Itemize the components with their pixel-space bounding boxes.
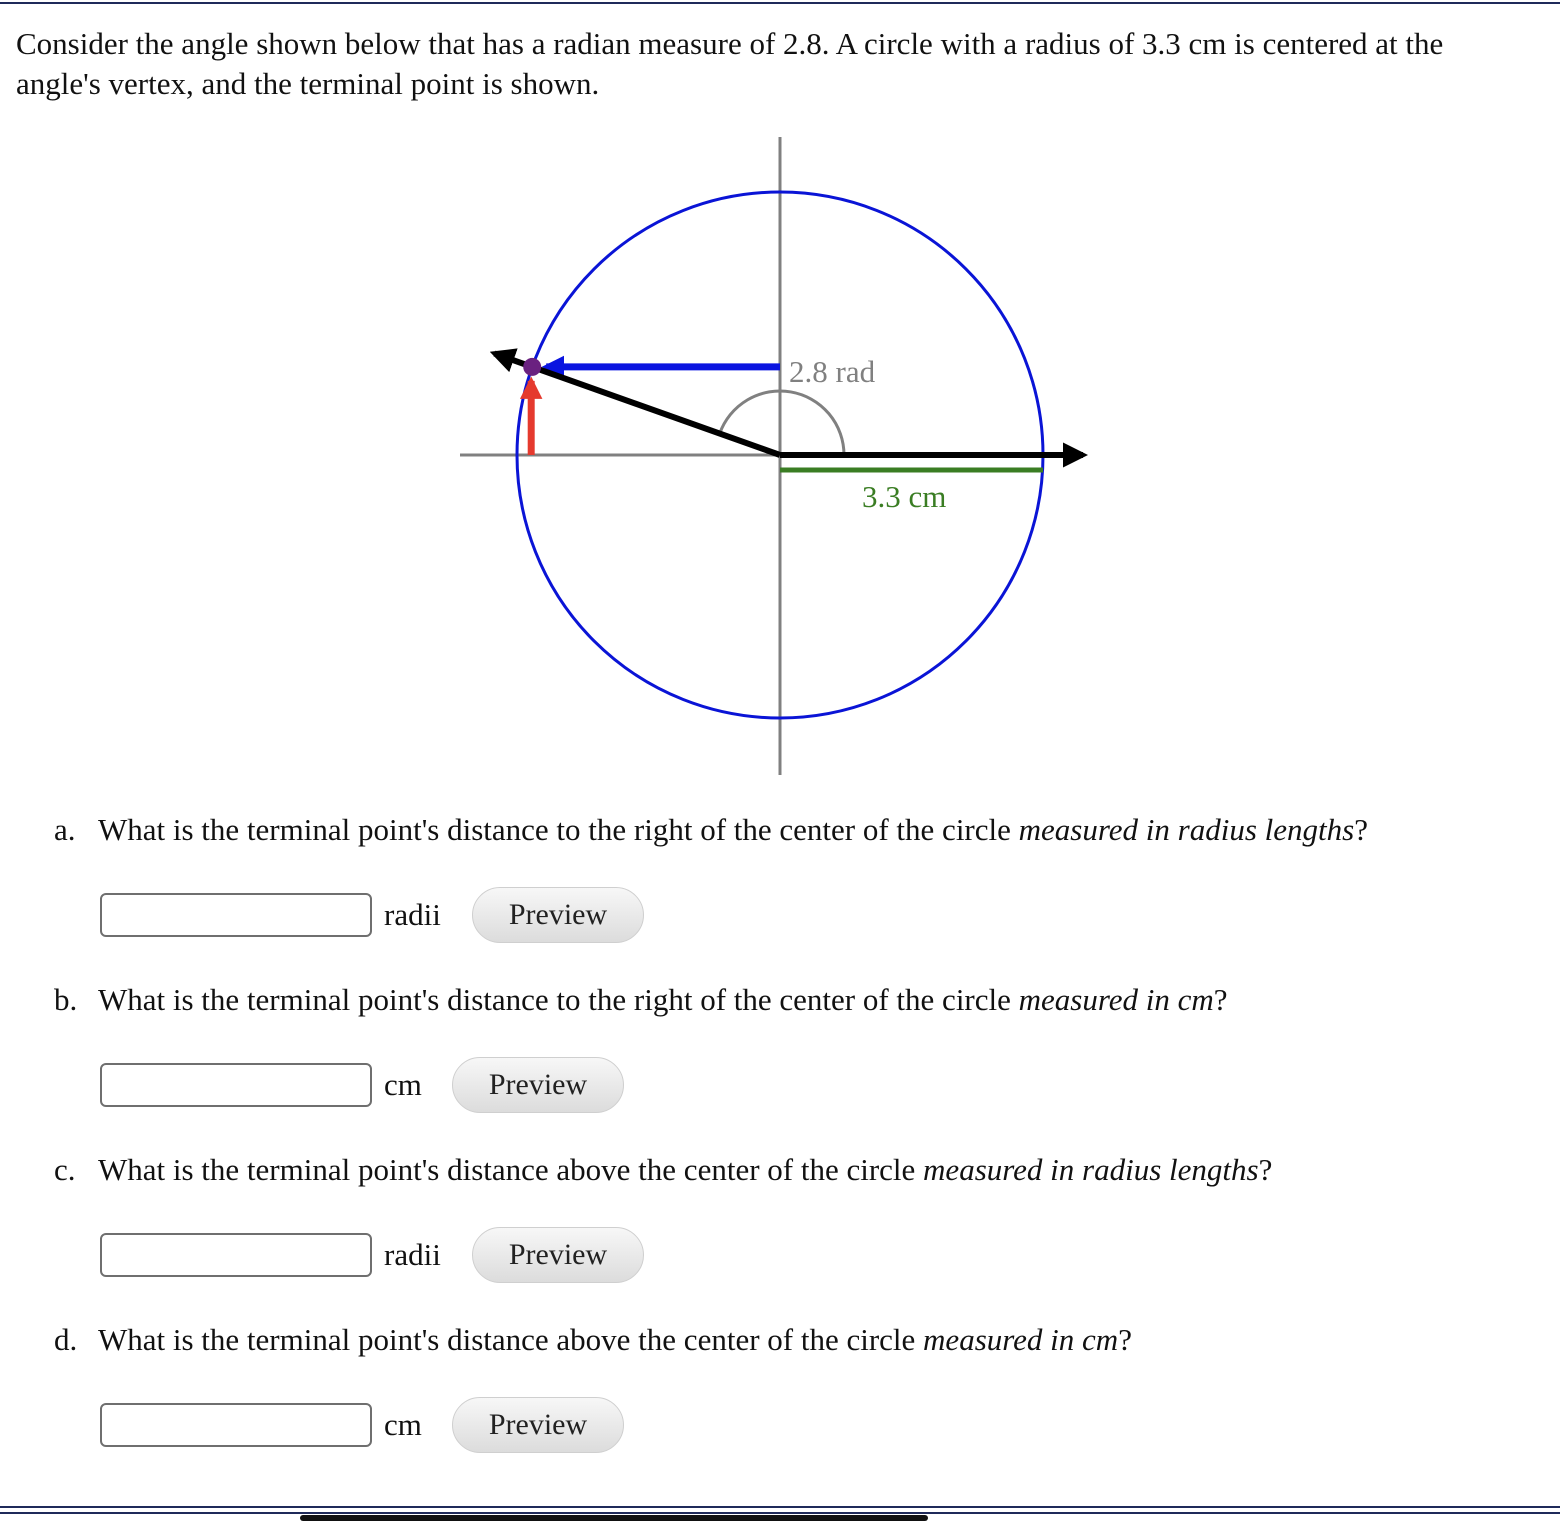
question-emphasis: measured in cm	[923, 1322, 1119, 1357]
question-text: What is the terminal point's distance above the center of the circle	[98, 1322, 924, 1357]
question-emphasis: measured in cm	[1018, 982, 1214, 1017]
question-letter: c.	[54, 1152, 76, 1187]
question-d	[54, 1320, 1132, 1360]
question-emphasis: measured in radius lengths	[923, 1152, 1259, 1187]
answer-row-c	[100, 1225, 644, 1285]
bottom-rule	[0, 1506, 1560, 1508]
angle-label: 2.8 rad	[789, 354, 876, 389]
answer-input-c[interactable]	[100, 1233, 372, 1277]
question-end: ?	[1118, 1322, 1132, 1357]
angle-arc	[720, 391, 844, 455]
question-end: ?	[1213, 982, 1228, 1017]
question-emphasis: measured in radius lengths	[1018, 812, 1355, 847]
answer-row-b	[100, 1055, 624, 1115]
radius-label: 3.3 cm	[862, 479, 947, 514]
answer-input-a[interactable]	[100, 893, 372, 937]
unit-label-a: radii	[384, 897, 441, 932]
answer-input-b[interactable]	[100, 1063, 372, 1107]
answer-row-a	[100, 885, 644, 945]
question-text: What is the terminal point's distance to the right of the center of the circle	[98, 812, 1019, 847]
question-end: ?	[1258, 1152, 1273, 1187]
preview-button-b[interactable]: Preview	[452, 1057, 624, 1113]
intro-line-2: angle's vertex, and the terminal point is shown.	[16, 66, 600, 101]
question-end: ?	[1354, 812, 1368, 847]
preview-button-c[interactable]: Preview	[472, 1227, 644, 1283]
question-a	[54, 810, 1368, 850]
answer-row-d	[100, 1395, 624, 1455]
terminal-point	[523, 358, 541, 376]
question-text: What is the terminal point's distance above the center of the circle	[98, 1152, 924, 1187]
scroll-bar	[300, 1515, 928, 1521]
answer-input-d[interactable]	[100, 1403, 372, 1447]
preview-button-d[interactable]: Preview	[452, 1397, 624, 1453]
question-c	[54, 1150, 1272, 1190]
question-letter: b.	[54, 982, 78, 1017]
bottom-rule	[0, 1512, 1560, 1514]
unit-label-d: cm	[384, 1407, 422, 1442]
question-letter: a.	[54, 812, 76, 847]
unit-label-c: radii	[384, 1237, 441, 1272]
question-b	[54, 980, 1228, 1020]
preview-button-a[interactable]: Preview	[472, 887, 644, 943]
question-text: What is the terminal point's distance to the right of the center of the circle	[98, 982, 1019, 1017]
unit-label-b: cm	[384, 1067, 422, 1102]
question-letter: d.	[54, 1322, 78, 1357]
intro-line-1: Consider the angle shown below that has a radian measure of 2.8. A circle with a radius of 3.3 cm is centered at the	[16, 26, 1444, 61]
